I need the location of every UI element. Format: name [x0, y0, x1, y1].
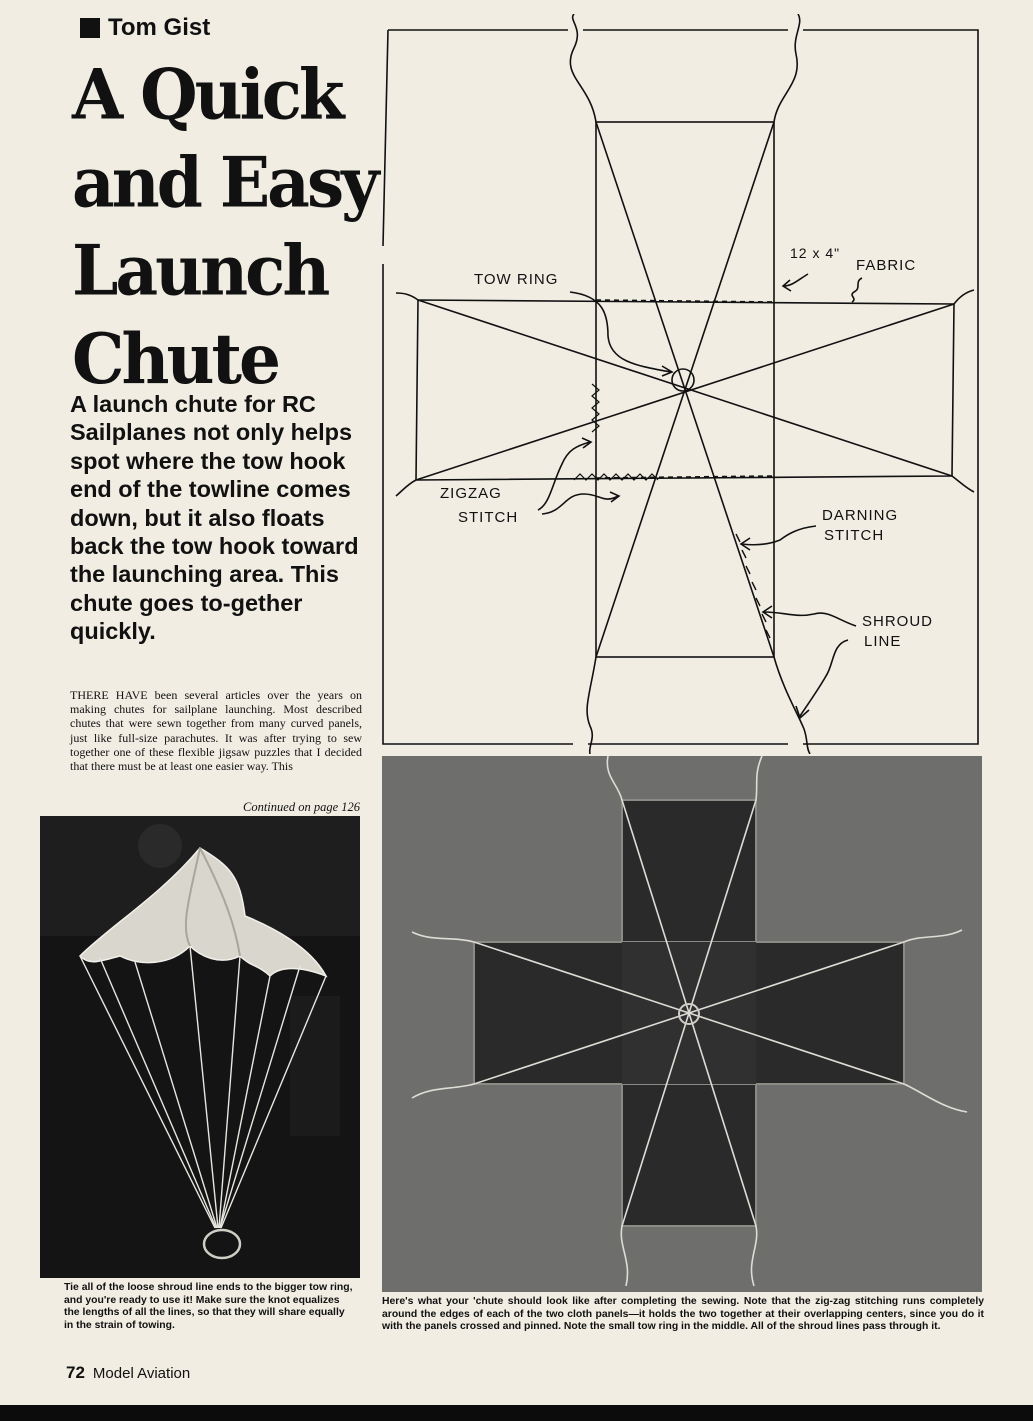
line-end-left-bottom	[396, 480, 416, 496]
darning-label: DARNING	[822, 507, 899, 524]
title-line: A Quick	[72, 53, 342, 136]
chute-diagram	[378, 14, 988, 754]
author-name: Tom Gist	[108, 14, 211, 41]
photo1-caption: Tie all of the loose shroud line ends to the bigger tow ring, and you're ready to use it! Make sure the knot equalizes the lengths of all the lines, so that they will share equally in the strain of towing.	[64, 1282, 353, 1331]
chute-flat-photo	[382, 756, 982, 1292]
article-body: THERE HAVE been several articles over the years on making chutes for sailplane launching. Most described chutes that were sewn together from many curved panels, just like full-size parachutes. It was after trying to sew together one of these flexible jigsaw puzzles that I decided that there must be at least one easier way. This	[70, 688, 362, 774]
byline-square-icon	[80, 18, 100, 38]
shroud-label: SHROUD	[862, 613, 934, 630]
fabric-pointer	[852, 278, 862, 302]
dimension-label: 12 x 4"	[790, 245, 841, 261]
tow-ring-label: TOW RING	[474, 271, 559, 288]
title-line: and Easy	[72, 141, 377, 224]
zigzag-pointer	[538, 438, 591, 510]
zigzag-pointer-2	[542, 492, 619, 514]
chute-flat-illustration	[382, 756, 982, 1292]
chute-deployed-photo	[40, 816, 360, 1278]
photo2-caption: Here's what your 'chute should look like after completing the sewing. Note that the zig-zag stitching runs completely around the edges of each of the two cloth panels—it holds the two together at their overlapping centers, since you do it with the panels crossed and pinned. Note the small tow ring in the middle. All of the shroud lines pass through it.	[382, 1296, 984, 1333]
byline	[80, 14, 210, 42]
page-bottom-edge	[0, 1405, 1033, 1421]
fabric-label: FABRIC	[856, 257, 917, 274]
line-end-right-top	[954, 290, 974, 304]
darning-pointer	[741, 526, 816, 550]
article-lede: A launch chute for RC Sailplanes not only helps spot where the tow hook end of the towline comes down, but it also floats back the tow hook toward the launching area. This chute goes to-gether quickly.	[70, 391, 359, 645]
title-line: Launch	[72, 229, 328, 312]
article-title	[72, 50, 402, 403]
shroud-lines	[416, 122, 954, 657]
line-end-left-top	[396, 293, 418, 300]
dimension-pointer	[783, 274, 808, 291]
magazine-name: Model Aviation	[92, 1365, 191, 1382]
page-footer	[66, 1363, 190, 1383]
shroud-pointer	[763, 606, 856, 626]
line-end-right-bottom	[952, 476, 974, 492]
zigzag-label-2: STITCH	[458, 509, 519, 526]
shroud-pointer-2	[796, 640, 848, 718]
darning-label-2: STITCH	[824, 527, 885, 544]
continued-link[interactable]: Continued on page 126	[242, 800, 360, 814]
title-line: Chute	[72, 317, 278, 400]
darning-stitch	[736, 534, 770, 638]
zigzag-label: ZIGZAG	[440, 485, 502, 502]
line-end-bottom-left	[587, 657, 596, 754]
chute-deployed-illustration	[40, 816, 360, 1278]
page-number: 72	[66, 1363, 85, 1382]
line-end-bottom-right	[774, 657, 810, 754]
shroud-label-2: LINE	[864, 633, 902, 650]
